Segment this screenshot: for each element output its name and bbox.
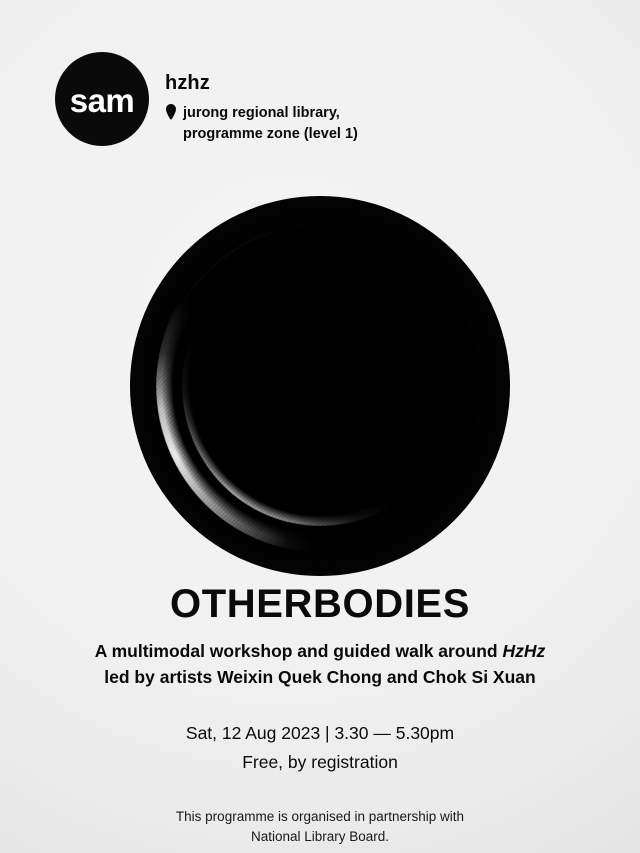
event-admission: Free, by registration	[242, 751, 398, 772]
venue-line-2: programme zone (level 1)	[183, 125, 358, 142]
map-pin-icon	[165, 104, 177, 120]
subtitle	[0, 639, 640, 690]
venue-lines	[183, 103, 358, 144]
disc-grain-texture	[130, 196, 510, 576]
poster-header	[55, 52, 358, 146]
partnership-note-line-2: National Library Board.	[250, 829, 390, 845]
sam-logo-text: sam	[69, 81, 135, 119]
subtitle-line-1-emphasis: HzHz	[502, 641, 546, 661]
brand-title: hzhz	[165, 72, 210, 94]
subtitle-line-1	[0, 639, 640, 665]
event-date-time: Sat, 12 Aug 2023 | 3.30 — 5.30pm	[185, 723, 455, 744]
event-details	[0, 719, 640, 776]
subtitle-line-2: led by artists Weixin Quek Chong and Chok Si Xuan	[104, 666, 536, 687]
poster-text-block	[0, 582, 640, 848]
subtitle-line-1-text: A multimodal workshop and guided walk around	[94, 641, 503, 661]
disc-body	[130, 196, 510, 576]
partnership-note	[0, 807, 640, 848]
black-circular-disc-artwork	[130, 196, 510, 576]
header-text-group	[165, 52, 358, 144]
venue-block	[165, 103, 358, 144]
partnership-note-line-1: This programme is organised in partnership with	[175, 809, 465, 825]
sam-circle-logo-icon	[55, 52, 149, 146]
venue-line-1: jurong regional library,	[183, 105, 340, 121]
page-title: OTHERBODIES	[170, 582, 470, 626]
